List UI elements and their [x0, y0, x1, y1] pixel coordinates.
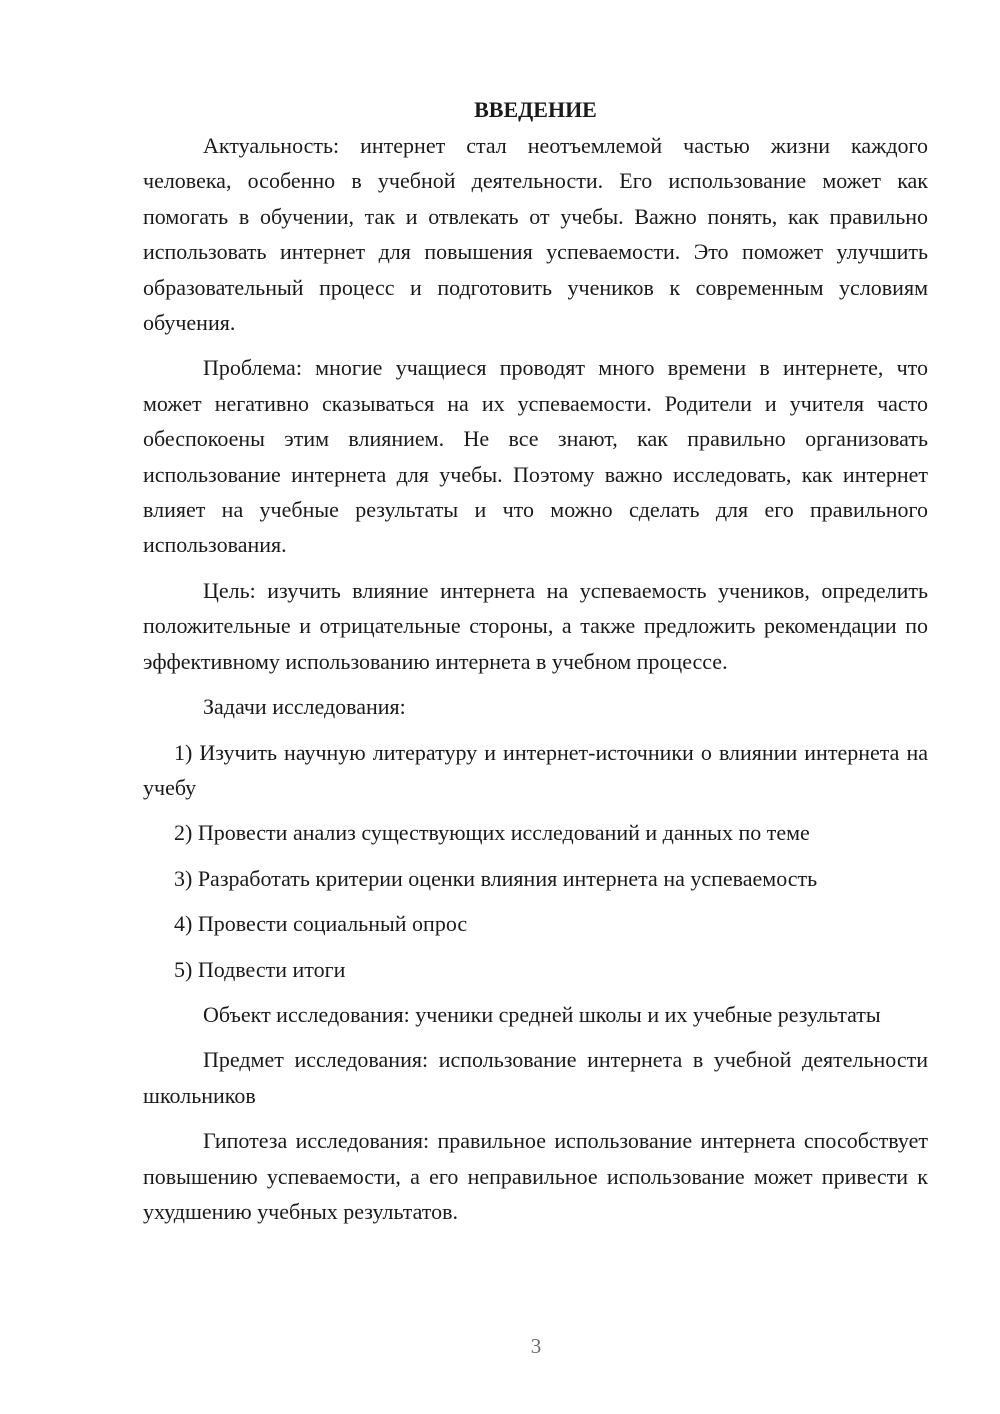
- task-item-2: 2) Провести анализ существующих исследований и данных по теме: [174, 820, 810, 846]
- section-title: ВВЕДЕНИЕ: [474, 97, 597, 122]
- subject-paragraph: Предмет исследования: использование интернета в учебной деятельности школьников: [143, 1047, 928, 1108]
- task-item-3: 3) Разработать критерии оценки влияния интернета на успеваемость: [174, 865, 818, 891]
- page-number: 3: [530, 1334, 542, 1358]
- relevance-paragraph: Актуальность: интернет стал неотъемлемой частью жизни каждого человека, особенно в учебной деятельности. Его использование может как помогать в обучении, так и отвлекать от учебы. Важно понять, как правильно использовать интернет для повышения успеваемости. Это поможет улучшить образовательный процесс и подготовить учеников к современным условиям обучения.: [143, 133, 928, 336]
- object-paragraph: Объект исследования: ученики средней школы и их учебные результаты: [203, 1001, 881, 1027]
- task-item-5: 5) Подвести итоги: [174, 956, 346, 982]
- page-content: [143, 92, 928, 1239]
- task-item-1: 1) Изучить научную литературу и интернет-источники о влиянии интернета на учебу: [143, 739, 928, 800]
- goal-paragraph: Цель: изучить влияние интернета на успеваемость учеников, определить положительные и отрицательные стороны, а также предложить рекомендации по эффективному использованию интернета в учебном процессе.: [143, 577, 928, 674]
- task-item-4: 4) Провести социальный опрос: [174, 911, 468, 937]
- problem-paragraph: Проблема: многие учащиеся проводят много времени в интернете, что может негативно сказываться на их успеваемости. Родители и учителя часто обеспокоены этим влиянием. Не все знают, как правильно организовать использование интернета для учебы. Поэтому важно исследовать, как интернет влияет на учебные результаты и что можно сделать для его правильного использования.: [143, 355, 928, 558]
- hypothesis-paragraph: Гипотеза исследования: правильное использование интернета способствует повышению успеваемости, а его неправильное использование может привести к ухудшению учебных результатов.: [143, 1128, 928, 1224]
- tasks-heading: Задачи исследования:: [203, 694, 406, 720]
